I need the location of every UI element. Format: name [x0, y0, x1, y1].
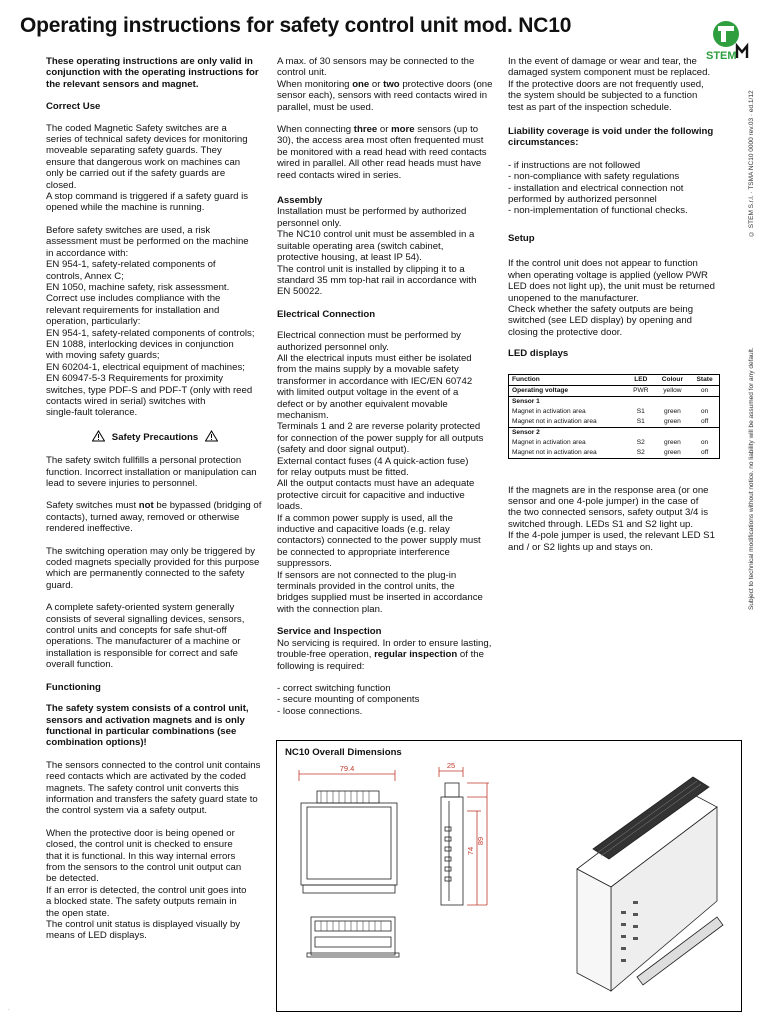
- text-line: External contact fuses (4 A quick-action fuse): [277, 455, 469, 467]
- heading-led: LED displays: [508, 348, 569, 360]
- text-line: for connection of the power supply for all outputs: [277, 432, 484, 444]
- table-row: Operating voltage PWR yellow on: [512, 386, 709, 394]
- intro-text: These operating instructions are only valid in conjunction with the operating instructions for the relevant sensors and magnet.: [46, 56, 259, 90]
- text-line: A stop command is triggered if a safety guard is: [46, 191, 249, 203]
- text-line: defect or by another equivalent movable: [277, 398, 448, 410]
- table-row: Magnet in activation area S1 green on: [512, 407, 709, 415]
- text-line: transformer in accordance with IEC/EN 60742: [277, 375, 473, 387]
- text-line: contacts wired in serial) switches with: [46, 395, 206, 407]
- correct-use-p2: [46, 225, 264, 419]
- warning-icon: [205, 430, 218, 442]
- table-row: Sensor 1: [512, 397, 540, 405]
- dimensions-drawing: [277, 741, 741, 1011]
- led-th-function: Function: [509, 374, 627, 385]
- safety-p2: Safety switches must not be bypassed (bridging of contacts), turned away, removed or otherwise rendered ineffective.: [46, 500, 262, 535]
- text-line: inductive and capacitive loads (e.g. relay: [277, 524, 450, 536]
- text-line: and / or S2 lights up and stays on.: [508, 541, 654, 553]
- text-line: switched through. LEDs S1 and S2 light up.: [508, 518, 694, 530]
- text-line: All the electrical inputs must either be isolated: [277, 352, 472, 364]
- text-line: In the event of damage or wear and tear, the: [508, 56, 697, 67]
- text-line: - secure mounting of components: [277, 694, 420, 706]
- text-line: The control unit is installed by clipping it to a: [277, 263, 465, 275]
- table-row: Magnet not in activation area S1 green off: [512, 417, 709, 425]
- column-1: [46, 56, 264, 953]
- text-line: terminals provided in the control units, the: [277, 581, 455, 593]
- text-line: authorized personnel only.: [277, 341, 389, 353]
- logo-text: STEM: [706, 50, 737, 62]
- heading-electrical: Electrical Connection: [277, 308, 376, 320]
- front-view: [299, 770, 397, 893]
- text-line: If sensors are not connected to the plug-in: [277, 569, 457, 581]
- page-title: Operating instructions for safety control unit mod. NC10: [20, 14, 572, 37]
- text-line: from the mains supply by a movable safety: [277, 364, 459, 376]
- text-line: All the output contacts must have an adequate: [277, 478, 475, 490]
- text-line: If an error is detected, the control unit goes into: [46, 884, 247, 896]
- service-text: No servicing is required. In order to ensure lasting, trouble-free operation, regular inspection of the following is required:: [277, 637, 492, 672]
- text-line: series of technical safety devices for monitoring: [46, 134, 248, 146]
- text-line: EN 50022.: [277, 286, 323, 298]
- text-line: loads.: [277, 501, 303, 513]
- text-line: protective circuit for capacitive and inductive: [277, 489, 465, 501]
- functioning-bold: The safety system consists of a control unit, sensors and activation magnets and is only functional in particular combinations (see combination options)!: [46, 703, 249, 749]
- text-line: Installation must be performed by authorized: [277, 206, 467, 218]
- text-line: the two connected sensors, safety output 3/4 is: [508, 507, 708, 519]
- led-th-colour: Colour: [655, 374, 690, 385]
- text-line: The control unit status is displayed visually by: [46, 919, 241, 930]
- text-line: closed.: [46, 179, 77, 191]
- heading-liability: Liability coverage is void under the following circumstances:: [508, 126, 714, 149]
- text-line: performed by authorized personnel: [508, 194, 657, 206]
- text-line: - installation and electrical connection not: [508, 182, 684, 194]
- text-line: in accordance with:: [46, 247, 129, 259]
- text-line: If the 4-pole jumper is used, the relevant LED S1: [508, 530, 715, 542]
- led-table: [508, 374, 720, 459]
- text-line: - loose connections.: [277, 705, 363, 717]
- text-line: means of LED displays.: [46, 930, 147, 942]
- warning-icon: [92, 430, 105, 442]
- text-line: bridges supplied must be inserted in accordance: [277, 592, 483, 604]
- side-view: [439, 767, 489, 905]
- text-line: unopened to the manufacturer.: [508, 292, 639, 304]
- text-line: EN 954-1, safety-related components of controls;: [46, 327, 255, 339]
- iso-view: [577, 741, 723, 991]
- text-line: that it is functional. In this way internal errors: [46, 850, 236, 862]
- col2-p2: When connecting three or more sensors (up to 30), the access area most often frequented must be monitored with a read head with reed contacts wired in parallel. All other read heads must have reed contacts wired in series.: [277, 124, 487, 181]
- height-label-89: 89: [476, 836, 485, 846]
- text-line: with limited output voltage in the event of a: [277, 387, 459, 399]
- text-line: sensor and one 4-pole jumper) in the case of: [508, 495, 699, 507]
- text-line: with moving safety guards;: [46, 350, 160, 362]
- text-line: personnel only.: [277, 217, 342, 229]
- text-line: If the magnets are in the response area (or one: [508, 484, 709, 496]
- heading-correct-use: Correct Use: [46, 101, 101, 113]
- text-line: If a common power supply is used, all the: [277, 512, 453, 524]
- assembly-text: [277, 206, 493, 297]
- text-line: assessment must be performed on the machine: [46, 236, 249, 248]
- text-line: be connected to appropriate interference: [277, 546, 450, 558]
- table-row: Magnet not in activation area S2 green off: [512, 448, 709, 456]
- text-line: operation, particularly:: [46, 316, 141, 328]
- text-line: EN 60947-5-3 Requirements for proximity: [46, 373, 224, 385]
- text-line: - non-implementation of functional checks.: [508, 205, 688, 217]
- corner-mark: .: [8, 1006, 10, 1012]
- text-line: mechanism.: [277, 409, 329, 421]
- heading-service: Service and Inspection: [277, 626, 382, 638]
- correct-use-p1: [46, 123, 264, 214]
- text-line: EN 954-1, safety-related components of: [46, 259, 216, 271]
- dimensions-box: [276, 740, 742, 1012]
- text-line: damaged system component must be replaced.: [508, 67, 711, 79]
- text-line: - correct switching function: [277, 682, 391, 694]
- text-line: contactors) connected to the power supply must: [277, 535, 481, 547]
- terminal-view: [307, 917, 399, 957]
- heading-safety-precautions: Safety Precautions: [46, 430, 264, 443]
- functioning-p2: [46, 828, 264, 942]
- heading-setup: Setup: [508, 232, 535, 244]
- table-row: Sensor 2: [512, 428, 540, 436]
- col3-p-end: [508, 485, 730, 553]
- text-line: when operating voltage is applied (yellow PWR: [508, 269, 708, 281]
- text-line: LED does not light up), the unit must be returned: [508, 281, 715, 293]
- side-note: Subject to technical modifications without notice. no liability will be assumed for any default. © STEM S.r.l. · TSMA NC10 0000 rev.03 · ed.1/12: [748, 90, 755, 610]
- text-line: controls, Annex C;: [46, 270, 124, 282]
- text-line: - non-compliance with safety regulations: [508, 171, 680, 183]
- text-line: a blocked state. The safety outputs remain in: [46, 896, 237, 908]
- text-line: suitable operating area (switch cabinet,: [277, 240, 444, 252]
- column-3: [508, 56, 730, 564]
- led-th-led: LED: [627, 374, 655, 385]
- heading-functioning: Functioning: [46, 681, 101, 693]
- text-line: If the control unit does not appear to function: [508, 258, 698, 270]
- text-line: single-fault tolerance.: [46, 407, 138, 419]
- text-line: EN 1088, interlocking devices in conjunction: [46, 338, 234, 350]
- text-line: ensure that dangerous work on machines can: [46, 156, 241, 168]
- text-line: Correct use includes compliance with the: [46, 293, 221, 305]
- text-line: (safety and door signal output).: [277, 444, 410, 456]
- text-line: only be carried out if the safety guards are: [46, 168, 226, 180]
- service-list: [277, 683, 493, 717]
- text-line: moveable separating safety guards. They: [46, 145, 222, 157]
- safety-p4: A complete safety-oriented system generally consists of several signalling devices, sensors, control units and concepts for safe shut-off operations. The manufacturer of a machine or installation is responsible for correct and safe overall function.: [46, 602, 245, 671]
- text-line: be detected.: [46, 873, 99, 885]
- text-line: suppressors.: [277, 558, 332, 570]
- text-line: EN 1050, machine safety, risk assessment.: [46, 281, 230, 293]
- text-line: Before safety switches are used, a risk: [46, 224, 211, 236]
- text-line: standard 35 mm top-hat rail in accordance with: [277, 274, 477, 286]
- text-line: The NC10 control unit must be assembled in a: [277, 229, 475, 241]
- text-line: If the protective doors are not frequently used,: [508, 78, 704, 90]
- electrical-text: [277, 330, 493, 615]
- text-line: When the protective door is being opened or: [46, 827, 235, 839]
- text-line: - if instructions are not followed: [508, 159, 641, 171]
- safety-p1: The safety switch fullfills a personal protection function. Incorrect installation or manipulation can lead to severe injuries to personnel.: [46, 455, 257, 489]
- text-line: Electrical connection must be performed by: [277, 330, 461, 342]
- text-line: EN 60204-1, electrical equipment of machines;: [46, 361, 245, 373]
- width-label: 79.4: [339, 764, 355, 773]
- text-line: the open state.: [46, 907, 110, 919]
- liability-list: [508, 160, 730, 217]
- text-line: the system should be subjected to a function: [508, 90, 698, 102]
- text-line: opened while the machine is running.: [46, 202, 205, 214]
- text-line: switches, type PDF-S and PDF-T (only with reed: [46, 384, 253, 396]
- text-line: for relay outputs must be fitted.: [277, 467, 409, 478]
- setup-text: [508, 258, 730, 338]
- functioning-p1: The sensors connected to the control unit contains reed contacts which are activated by the coded magnets. The safety control unit converts this information and transfers the safety guard state to the control system via a safety output.: [46, 759, 261, 817]
- column-2: [277, 56, 493, 728]
- text-line: Check whether the safety outputs are being: [508, 303, 694, 315]
- text-line: Terminals 1 and 2 are reverse polarity protected: [277, 421, 481, 433]
- col3-p1: [508, 56, 730, 113]
- text-line: test as part of the inspection schedule.: [508, 101, 672, 113]
- table-row: Magnet in activation area S2 green on: [512, 438, 709, 446]
- text-line: closing the protective door.: [508, 326, 623, 338]
- safety-p3: The switching operation may only be triggered by coded magnets specially provided for this purpose which are permanently connected to the safety guard.: [46, 545, 260, 591]
- text-line: protective housing, at least IP 54).: [277, 252, 422, 264]
- text-line: The coded Magnetic Safety switches are a: [46, 122, 227, 134]
- text-line: closed, the control unit is checked to ensure: [46, 839, 233, 851]
- col2-p1: A max. of 30 sensors may be connected to the control unit. When monitoring one or two protective doors (one sensor each), sensors with reed contacts wired in parallel, must be used.: [277, 56, 493, 113]
- led-th-state: State: [690, 374, 719, 385]
- heading-assembly: Assembly: [277, 195, 323, 207]
- dimensions-title: NC10 Overall Dimensions: [285, 747, 402, 758]
- text-line: switched (see LED display) by opening and: [508, 315, 692, 327]
- text-line: from the sensors to the control unit output can: [46, 861, 242, 873]
- height-label-74: 74: [466, 846, 475, 856]
- text-line: with the connection plan.: [277, 603, 383, 615]
- text-line: relevant requirements for installation and: [46, 304, 220, 316]
- depth-label: 25: [446, 761, 456, 770]
